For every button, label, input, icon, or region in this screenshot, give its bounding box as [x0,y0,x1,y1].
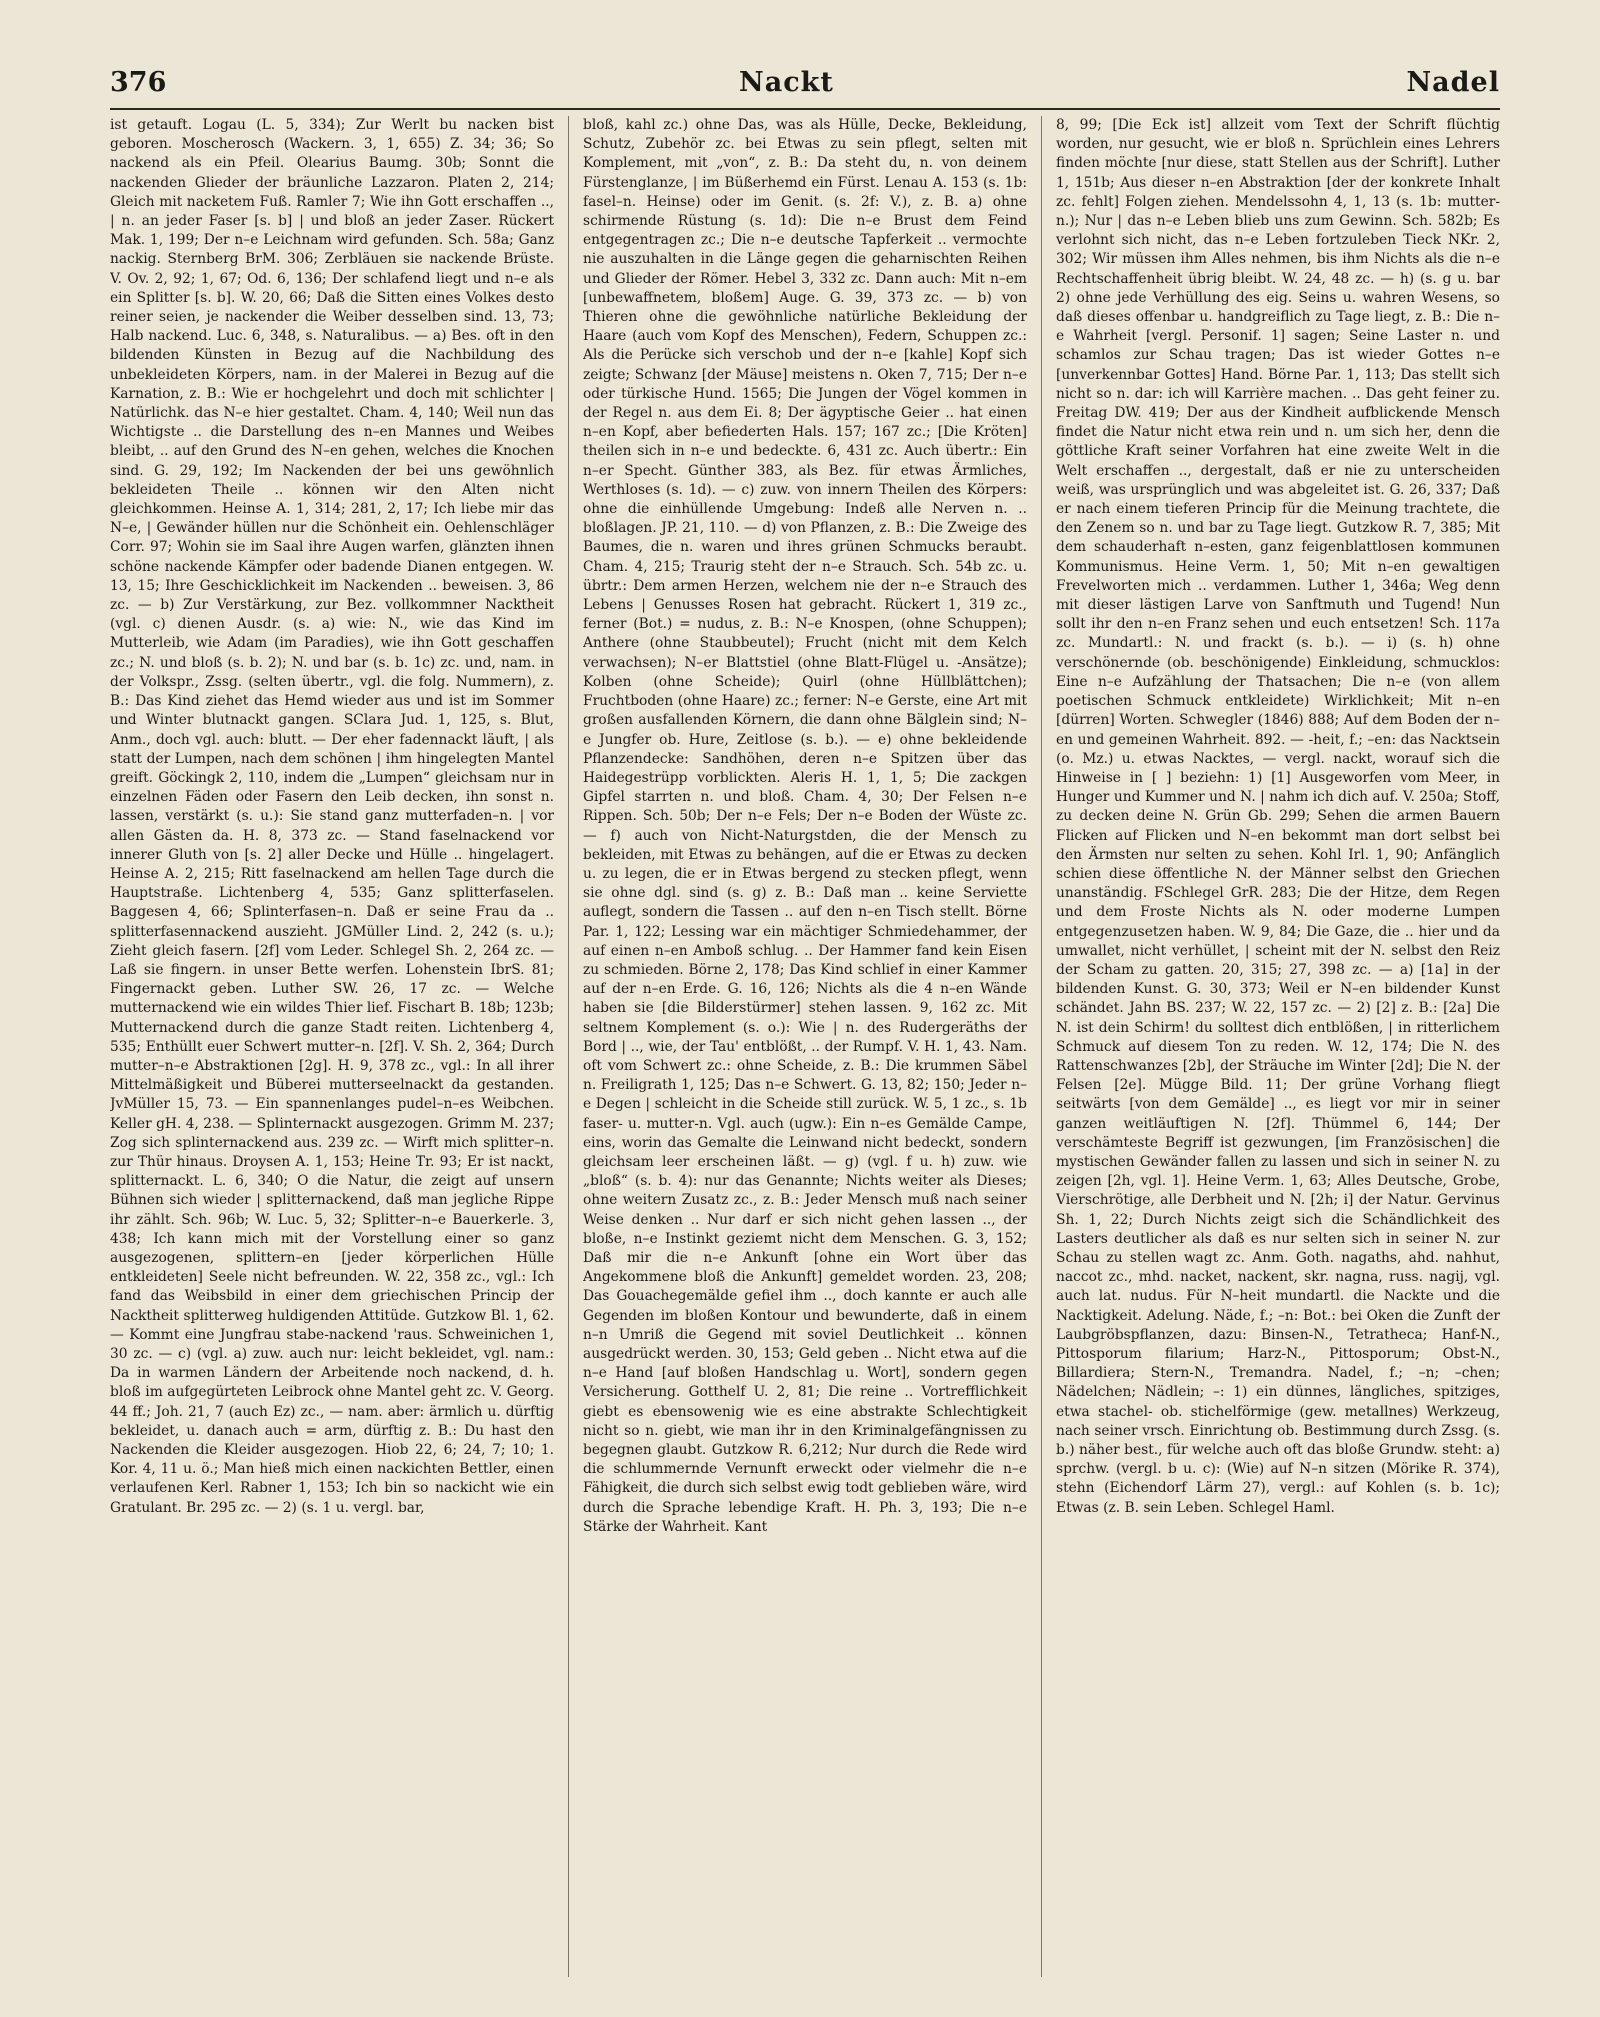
column-divider [1041,116,1042,1977]
column-divider [568,116,569,1977]
left-running-head: Nackt [739,66,834,98]
right-running-head: Nadel [1406,66,1500,98]
column-3 [1056,116,1500,1977]
header-rule [110,108,1500,110]
text-columns [110,116,1500,1977]
page-number: 376 [110,66,167,98]
page-header [110,62,1500,102]
column-1 [110,116,554,1977]
column-1-text: ist getauft. Logau (L. 5, 334); Zur Werlt bu nacken bist geboren. Moscherosch (Wackern. 3, 1, 655) Z. 34; 36; So nackend als ein Pfeil. Olearius Baumg. 30b; Sonnt die nackenden Glieder der bräunliche Lazzaron. Platen 2, 214; Gleich mit nacketem Fuß. Ramler 7; Wie ihn Gott erschaffen .., | n. an jeder Faser [s. b] | und bloß an jeder Zaser. Rückert Mak. 1, 199; Der n–e Leichnam wird gefunden. Sch. 58a; Ganz nackig. Sternberg BrM. 306; Zerbläuen sie nackende Brüste. V. Ov. 2, 92; 1, 67; Od. 6, 136; Der schlafend liegt und n–e als ein Splitter [s. b]. W. 20, 66; Daß die Sitten eines Volkes desto reiner seien, je nackender die Weiber desselben sind. 13, 73; Halb nackend. Luc. 6, 348, s. Naturalibus. — a) Bes. oft in den bildenden Künsten in Bezug auf die Nachbildung des unbekleideten Körpers, nam. in der Malerei in Bezug auf die Karnation, z. B.: Wie er hochgelehrt und doch mit schlichter | Natürlichk. das N–e hier gestaltet. Cham. 4, 140; Weil nun das Wichtigste .. die Darstellung des n–en Mannes und Weibes bleibt, .. auf den Grund des N–en gehen, welches die Knochen sind. G. 29, 192; Im Nackenden der bei uns gewöhnlich bekleideten Theile .. können wir den Alten nicht gleichkommen. Heinse A. 1, 314; 281, 2, 17; Ich liebe mir das N–e, | Gewänder hüllen nur die Schönheit ein. Oehlenschläger Corr. 97; Wohin sie im Saal ihre Augen warfen, glänzten ihnen schöne nackende Kämpfer oder badende Dianen entgegen. W. 13, 15; Ihre Geschicklichkeit im Nackenden .. beweisen. 3, 86 zc. — b) Zur Verstärkung, zur Bez. vollkommner Nacktheit (vgl. c) dienen Ausdr. (s. a) wie: N., wie das Kind im Mutterleib, wie Adam (im Paradies), wie ihn Gott geschaffen zc.; N. und bloß (s. b. 2); N. und bar (s. b. 1c) zc. und, nam. in der Volkspr., Zssg. (selten übertr., vgl. die folg. Nummern), z. B.: Das Kind ziehet das Hemd wieder aus und ist im Sommer und Winter blutnackt gangen. SClara Jud. 1, 125, s. Blut, Anm., doch vgl. auch: blutt. — Der eher fadennackt läuft, | als statt der Lumpen, nach dem schönen | ihm hingelegten Mantel greift. Göckingk 2, 110, indem die „Lumpen“ gleichsam nur in einzelnen Fäden oder Fasern den Leib decken, ihn sonst n. lassen, verstärkt (s. u.): Sie stand ganz mutterfaden–n. | vor allen Gästen da. H. 8, 373 zc. — Stand faselnackend vor innerer Gluth von [s. 2] aller Decke und Hülle .. hingelagert. Heinse A. 2, 215; Ritt faselnackend am hellen Tage durch die Hauptstraße. Lichtenberg 4, 535; Ganz splitterfaselen. Baggesen 4, 66; Splinterfasen–n. Daß er seine Frau da .. splitterfasennackend auszieht. JGMüller Lind. 2, 242 (s. u.); Zieht gleich fasern. [2f] vom Leder. Schlegel Sh. 2, 264 zc. — Laß sie fingern. in unser Bette werfen. Lohenstein IbrS. 81; Fingernackt geben. Luther SW. 26, 17 zc. — Welche mutternackend wie ein wildes Thier lief. Fischart B. 18b; 123b; Mutternackend durch die ganze Stadt reiten. Lichtenberg 4, 535; Enthüllt euer Schwert mutter–n. [2f]. V. Sh. 2, 364; Durch mutter–n–e Abstraktionen [2g]. H. 9, 378 zc., vgl.: In all ihrer Mittelmäßigkeit und Büberei mutterseelnackt da gestanden. JvMüller 15, 73. — Ein spannenlanges pudel–n–es Weibchen. Keller gH. 4, 238. — Splinternackt ausgezogen. Grimm M. 237; Zog sich splinternackend aus. 239 zc. — Wirft mich splitter–n. zur Thür hinaus. Droysen A. 1, 153; Heine Tr. 93; Er ist nackt, splitternackt. L. 6, 340; O die Natur, die zeigt auf unsern Bühnen sich wieder | splitternackend, daß man jegliche Rippe ihr zählt. Sch. 96b; W. Luc. 5, 32; Splitter–n–e Bauerkerle. 3, 438; Ich kann mich mit der Vorstellung einer so ganz ausgezogenen, splittern–en [jeder körperlichen Hülle entkleideten] Seele nicht befreunden. W. 22, 358 zc., vgl.: Ich fand das Weibsbild in einer dem griechischen Princip der Nacktheit splitterweg huldigenden Attitüde. Gutzkow Bl. 1, 62. — Kommt eine Jungfrau stabe-nackend 'raus. Schweinichen 1, 30 zc. — c) (vgl. a) zuw. auch nur: leicht bekleidet, vgl. nam.: Da in warmen Ländern der Arbeitende noch nackend, d. h. bloß im aufgegürteten Leibrock ohne Mantel geht zc. V. Georg. 44 ff.; Joh. 21, 7 (auch Ez) zc., — nam. aber: ärmlich u. dürftig bekleidet, u. danach auch = arm, dürftig z. B.: Du hast den Nackenden die Kleider ausgezogen. Hiob 22, 6; 24, 7; 10; 1. Kor. 4, 11 u. ö.; Man hieß mich einen nackichten Bettler, einen verlaufenen Kerl. Rabner 1, 153; Ich bin so nackicht wie ein Gratulant. Br. 295 zc. — 2) (s. 1 u. vergl. bar, [110,117,554,1516]
column-2-text: bloß, kahl zc.) ohne Das, was als Hülle, Decke, Bekleidung, Schutz, Zubehör zc. bei Etwas zu sein pflegt, selten mit Komplement, mit „von“, z. B.: Da steht du, n. von deinem Fürstenglanze, | im Büßerhemd ein Fürst. Lenau A. 153 (s. 1b: fasel–n. Heinse) oder im Genit. (s. 2f: V.), z. B. a) ohne schirmende Rüstung (s. 1d): Die n–e Brust dem Feind entgegentragen zc.; Die n–e deutsche Tapferkeit .. vermochte nie auszuhalten in die Länge gegen die geharnischten Reihen und Glieder der Römer. Hebel 3, 332 zc. Dann auch: Mit n–em [unbewaffnetem, bloßem] Auge. G. 39, 373 zc. — b) von Thieren ohne die gewöhnliche natürliche Bekleidung der Haare (auch vom Kopf des Menschen), Federn, Schuppen zc.: Als die Perücke sich verschob und der n–e [kahle] Kopf sich zeigte; Schwanz [der Mäuse] meistens n. Oken 7, 715; Der n–e oder türkische Hund. 1565; Die Jungen der Vögel kommen in der Regel n. aus dem Ei. 8; Der ägyptische Geier .. hat einen n–en Kopf, aber befiederten Hals. 157; 167 zc.; [Die Kröten] theilen sich in n–e und bedeckte. 6, 431 zc. Auch übertr.: Ein n–er Specht. Günther 383, als Bez. für etwas Ärmliches, Werthloses (s. 1d). — c) zuw. von innern Theilen des Körpers: ohne die einhüllende Umgebung: Indeß alle Nerven n. .. bloßlagen. JP. 21, 110. — d) von Pflanzen, z. B.: Die Zweige des Baumes, die n. waren und ihres grünen Schmucks beraubt. Cham. 4, 215; Traurig steht der n–e Strauch. Sch. 54b zc. u. übrtr.: Dem armen Herzen, welchem nie der n–e Strauch des Lebens | Genusses Rosen hat gebracht. Rückert 1, 319 zc., ferner (Bot.) = nudus, z. B.: N–e Knospen, (ohne Schuppen); Anthere (ohne Staubbeutel); Frucht (nicht mit dem Kelch verwachsen); N–er Blattstiel (ohne Blatt-Flügel u. -Ansätze); Kolben (ohne Scheide); Quirl (ohne Hüllblättchen); Fruchtboden (ohne Haare) zc.; ferner: N–e Gerste, eine Art mit großen ausfallenden Körnern, die dann ohne Bälglein sind; N–e Jungfer ob. Hure, Zeitlose (s. b.). — e) ohne bekleidende Pflanzendecke: Sandhöhen, deren n–e Spitzen über das Haidegestrüpp vorblickten. Aleris H. 1, 1, 5; Die zackgen Gipfel starrten n. und bloß. Cham. 4, 30; Der Felsen n–e Rippen. Sch. 50b; Der n–e Fels; Der n–e Boden der Wüste zc. — f) auch von Nicht-Naturgstden, die der Mensch zu bekleiden, mit Etwas zu behängen, auf die er Etwas zu decken u. zu legen, die er in Etwas bergend zu stecken pflegt, wenn sie ohne dgl. sind (s. g) z. B.: Daß man .. keine Serviette auflegt, sondern die Tassen .. auf den n–en Tisch stellt. Börne Par. 1, 122; Lessing war ein mächtiger Schmiedehammer, der auf einen n–en Amboß schlug. .. Der Hammer fand kein Eisen zu schmieden. Börne 2, 178; Das Kind schlief in einer Kammer auf der n–en Erde. G. 16, 126; Nichts als die 4 n–en Wände haben sie [die Bilderstürmer] stehen lassen. 9, 162 zc. Mit seltnem Komplement (s. o.): Wie | n. des Rudergeräths der Bord | .., wie, der Tau' entblößt, .. der Rumpf. V. H. 1, 43. Nam. oft vom Schwert zc.: ohne Scheide, z. B.: Die krummen Säbel n. Freiligrath 1, 125; Das n–e Schwert. G. 13, 82; 150; Jeder n–e Degen | schleicht in die Scheide still zurück. W. 5, 1 zc., s. 1b faser- u. mutter-n. Vgl. auch (ugw.): Ein n–es Gemälde Campe, eins, worin das Gemalte die Leinwand nicht bedeckt, sondern gleichsam leer erscheinen läßt. — g) (vgl. f u. h) zuw. wie „bloß“ (s. b. 4): nur das Genannte; Nichts weiter als Dieses; ohne weitern Zusatz zc., z. B.: Jeder Mensch muß nach seiner Weise denken .. Nur darf er sich nicht gehen lassen .., der bloße, n–e Instinkt geziemt nicht dem Menschen. G. 3, 152; Daß mir die n–e Ankunft [ohne ein Wort über das Angekommene bloß die Ankunft] gemeldet worden. 23, 208; Das Gouachegemälde gefiel ihm .., doch kannte er auch alle Gegenden im bloßen Kontour und bewunderte, daß in einem n–n Umriß die Gegend mit soviel Deutlichkeit .. können ausgedrückt werden. 30, 153; Geld geben .. Nicht etwa auf die n–e Hand [auf bloßen Handschlag u. Wort], sondern gegen Versicherung. Gotthelf U. 2, 81; Die reine .. Vortrefflichkeit giebt es ebensowenig wie es eine abstrakte Schlechtigkeit nicht so n. giebt, wie man ihr in den Kriminalgefängnissen zu begegnen glaubt. Gutzkow R. 6,212; Nur durch die Rede wird die schlummernde Vernunft erweckt oder vielmehr die n–e Fähigkeit, die durch sich selbst ewig todt geblieben wäre, wird durch die Sprache lebendige Kraft. H. Ph. 3, 193; Die n–e Stärke der Wahrheit. Kant [583,117,1027,1535]
column-3-text: 8, 99; [Die Eck ist] allzeit vom Text der Schrift flüchtig worden, nur gesucht, wie er bloß n. Sprüchlein eines Lehrers finden möchte [nur diese, statt Stellen aus der Schrift]. Luther 1, 151b; Aus dieser n–en Abstraktion [der der konkrete Inhalt zc. fehlt] Folgen ziehen. Mendelssohn 4, 1, 13 (s. 1b: mutter-n.); Nur | das n–e Leben blieb uns zum Gewinn. Sch. 582b; Es verlohnt sich nicht, das n–e Leben fortzuleben Tieck NKr. 2, 302; Wir müssen ihm Alles nehmen, bis ihm Nichts als die n–e Rechtschaffenheit übrig bleibt. W. 24, 48 zc. — h) (s. g u. bar 2) ohne jede Verhüllung des eig. Seins u. wahren Wesens, so daß dieses offenbar u. handgreiflich zu Tage liegt, z. B.: Die n–e Wahrheit [vergl. Personif. 1] sagen; Seine Laster n. und schamlos zur Schau tragen; Das ist wieder Gottes n–e [unverkennbar Gottes] Hand. Börne Par. 1, 113; Das stellt sich nicht so n. dar: ich will Karrière machen. .. Das geht feiner zu. Freitag DW. 419; Der aus der Kindheit aufblickende Mensch findet die Natur nicht etwa rein und n. um sich her, denn die göttliche Kraft seiner Vorfahren hat eine zweite Welt in die Welt erschaffen .., dergestalt, daß er nie zu unterscheiden weiß, was ursprünglich und was abgeleitet ist. G. 26, 337; Daß er nach einem tieferen Princip für die Meinung trachtete, die den Zenem so n. und bar zu Tage liegt. Gutzkow R. 7, 385; Mit dem schauderhaft n–esten, ganz feigenblattlosen kommunen Kommunismus. Heine Verm. 1, 50; Mit n–en gewaltigen Frevelworten mich .. verdammen. Luther 1, 346a; Weg denn mit dieser lästigen Larve von Sanftmuth und Tugend! Nun sollt ihr den n–en Franz sehen und euch entsetzen! Sch. 117a zc. Mundartl.: N. und frackt (s. b.). — i) (s. h) ohne verschönernde (ob. beschönigende) Einkleidung, schmucklos: Eine n–e Aufzählung der Thatsachen; Die n–e (von allem poetischen Schmuck entkleidete) Wirklichkeit; Mit n–en [dürren] Worten. Schwegler (1846) 888; Auf dem Boden der n–en und gemeinen Wahrheit. 892. — -heit, f.; –en: das Nacktsein (o. Mz.) u. etwas Nacktes, — vergl. nackt, worauf sich die Hinweise in [ ] beziehn: 1) [1] Ausgeworfen vom Meer, in Hunger und Kummer und N. | nahm ich dich auf. V. 250a; Stoff, zu decken deine N. Grün Gb. 299; Sehen die armen Bauern Flicken auf Flicken und N–en bekommt man dort selbst bei den Ärmsten nur selten zu sehen. Kohl Irl. 1, 90; Anfänglich schien diese öffentliche N. der Männer selbst den Griechen unanständig. FSchlegel GrR. 283; Die der Hitze, dem Regen und dem Froste Nichts als N. oder moderne Lumpen entgegenzusetzen haben. W. 9, 84; Die Gaze, die .. hier und da umwallet, nicht verhüllet, | scheint mit der N. selbst den Reiz der Scham zu gatten. 20, 315; 27, 398 zc. — a) [1a] in der bildenden Kunst. G. 30, 373; Weil er N–en bildender Kunst schändet. Jahn BS. 237; W. 22, 157 zc. — 2) [2] z. B.: [2a] Die N. ist dein Schirm! du solltest dich entblößen, | in ritterlichem Schmuck auf diesem Ton zu reden. W. 12, 174; Die N. des Rattenschwanzes [2b], der Sträuche im Winter [2d]; Die N. der Felsen [2e]. Mügge Bild. 11; Der grüne Vorhang fliegt seitwärts [von dem Gemälde] .., es liegt vor mir in seiner ganzen weitläuftigen N. [2f]. Thümmel 6, 144; Der verschämteste Begriff ist gezwungen, [im Französischen] die mystischen Gewänder fallen zu lassen und sich in seiner N. zu zeigen [2h, vgl. 1]. Heine Verm. 1, 63; Alles Deutsche, Grobe, Vierschrötige, alle Derbheit und N. [2h; i] der Natur. Gervinus Sh. 1, 22; Durch Nichts zeigt sich die Schändlichkeit des Lasters deutlicher als daß es nur selten sich in seiner N. zur Schau zu stellen wagt zc. Anm. Goth. nagaths, ahd. nahhut, naccot zc., mhd. nacket, nackent, skr. nagna, russ. nagij, vgl. auch lat. nudus. Für N–heit mundartl. die Nackte und die Nacktigkeit. Adelung. Näde, f.; –n: Bot.: bei Oken die Zunft der Laubgröbspflanzen, dazu: Binsen-N., Tetratheca; Hanf-N., Pittosporum filarium; Harz-N., Pittosporum; Obst-N., Billardiera; Stern-N., Tremandra. Nadel, f.; –n; –chen; Nädelchen; Nädlein; –: 1) ein dünnes, längliches, spitziges, etwa stachel- ob. stichelförmige (gew. metallnes) Werkzeug, nach seiner vrsch. Einrichtung ob. Bestimmung durch Zssg. (s. b.) näher best., für welche auch oft das bloße Grundw. steht: a) sprchw. (vergl. b u. c): (Wie) auf N–n sitzen (Mörike R. 374), stehn (Eichendorf Lärm 27), vergl.: auf Kohlen (s. b. 1c); Etwas (z. B. sein Leben. Schlegel Haml. [1056,117,1500,1516]
column-2 [583,116,1027,1977]
